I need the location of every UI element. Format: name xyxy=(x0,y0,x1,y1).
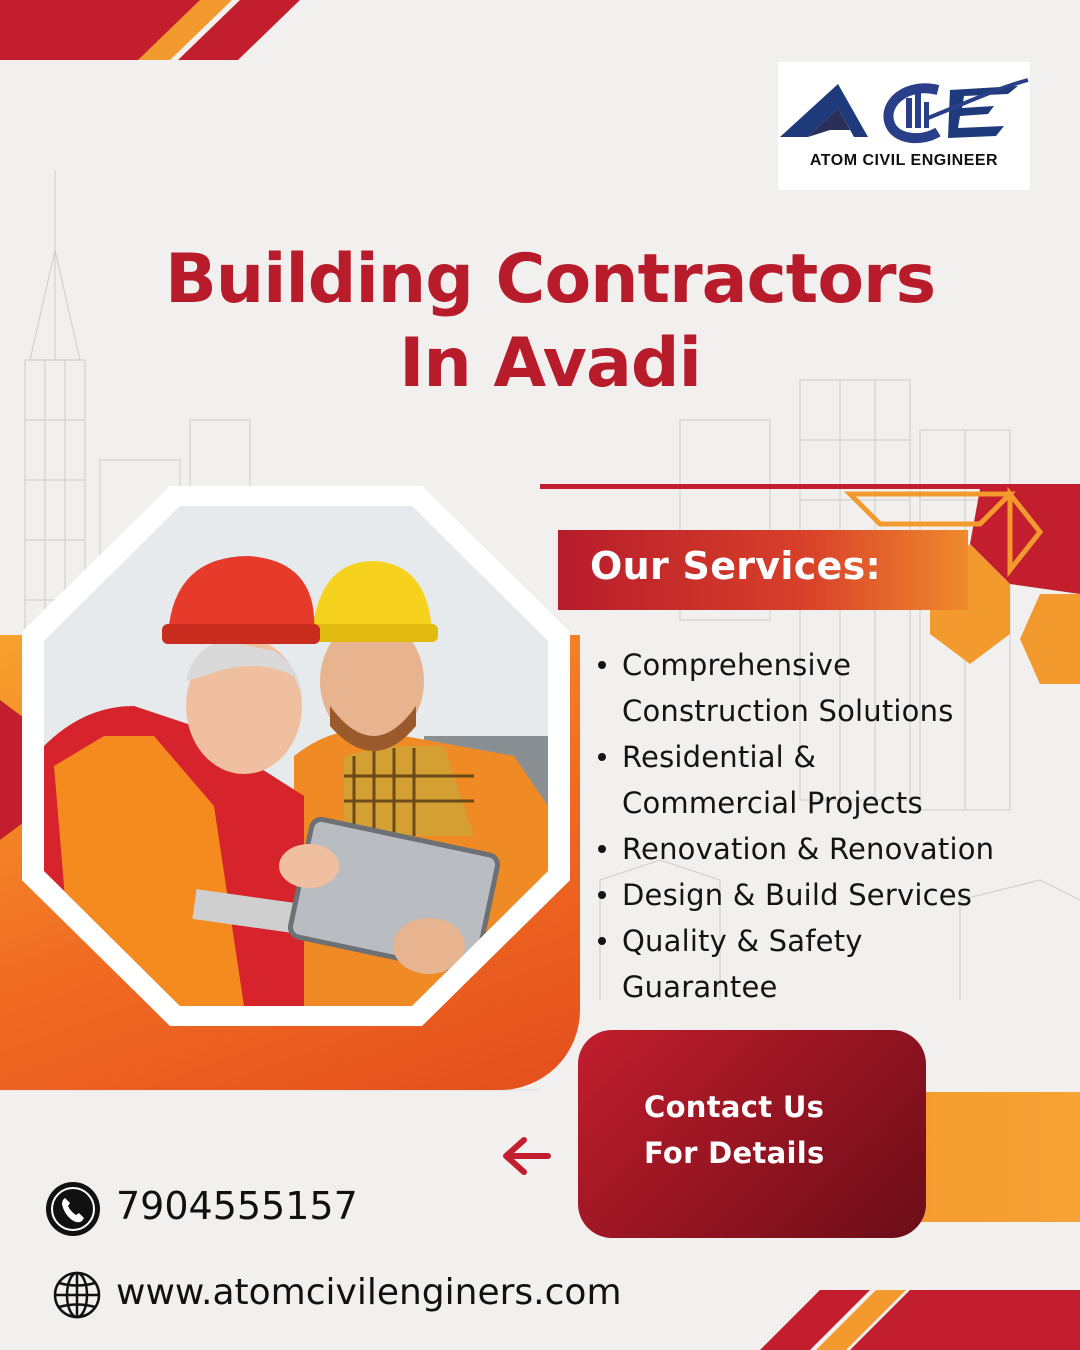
corner-stripes-top-left xyxy=(0,0,300,70)
bullet-icon xyxy=(598,937,606,945)
phone-icon xyxy=(44,1180,102,1238)
page-title xyxy=(40,238,1060,406)
headline-line-2: In Avadi xyxy=(399,324,701,403)
contact-line-1: Contact Us xyxy=(644,1090,825,1124)
logo-company-name: ATOM CIVIL ENGINEER xyxy=(809,152,999,169)
website-url: www.atomcivilenginers.com xyxy=(116,1272,622,1313)
service-item: Comprehensive Construction Solutions xyxy=(596,642,1066,734)
globe-icon xyxy=(52,1270,102,1320)
corner-stripes-bottom-right xyxy=(750,1290,1080,1350)
bullet-icon xyxy=(598,753,606,761)
workers-illustration xyxy=(44,506,548,1006)
bullet-icon xyxy=(598,891,606,899)
services-list xyxy=(596,642,1066,1010)
service-item: Design & Build Services xyxy=(596,872,1066,918)
service-item: Quality & Safety Guarantee xyxy=(596,918,1066,1010)
services-header-banner xyxy=(558,530,968,610)
contact-us-button[interactable] xyxy=(578,1030,926,1238)
phone-number: 7904555157 xyxy=(116,1184,358,1228)
bullet-icon xyxy=(598,845,606,853)
ace-logo-mark-icon xyxy=(778,62,1030,152)
contact-line-2: For Details xyxy=(644,1136,825,1170)
services-title: Our Services: xyxy=(590,544,882,588)
arrow-left-icon xyxy=(500,1134,552,1178)
company-logo xyxy=(778,62,1030,190)
workers-photo xyxy=(44,506,548,1006)
headline-line-1: Building Contractors xyxy=(164,240,936,319)
service-item: Renovation & Renovation xyxy=(596,826,1066,872)
bullet-icon xyxy=(598,661,606,669)
service-item: Residential & Commercial Projects xyxy=(596,734,1066,826)
